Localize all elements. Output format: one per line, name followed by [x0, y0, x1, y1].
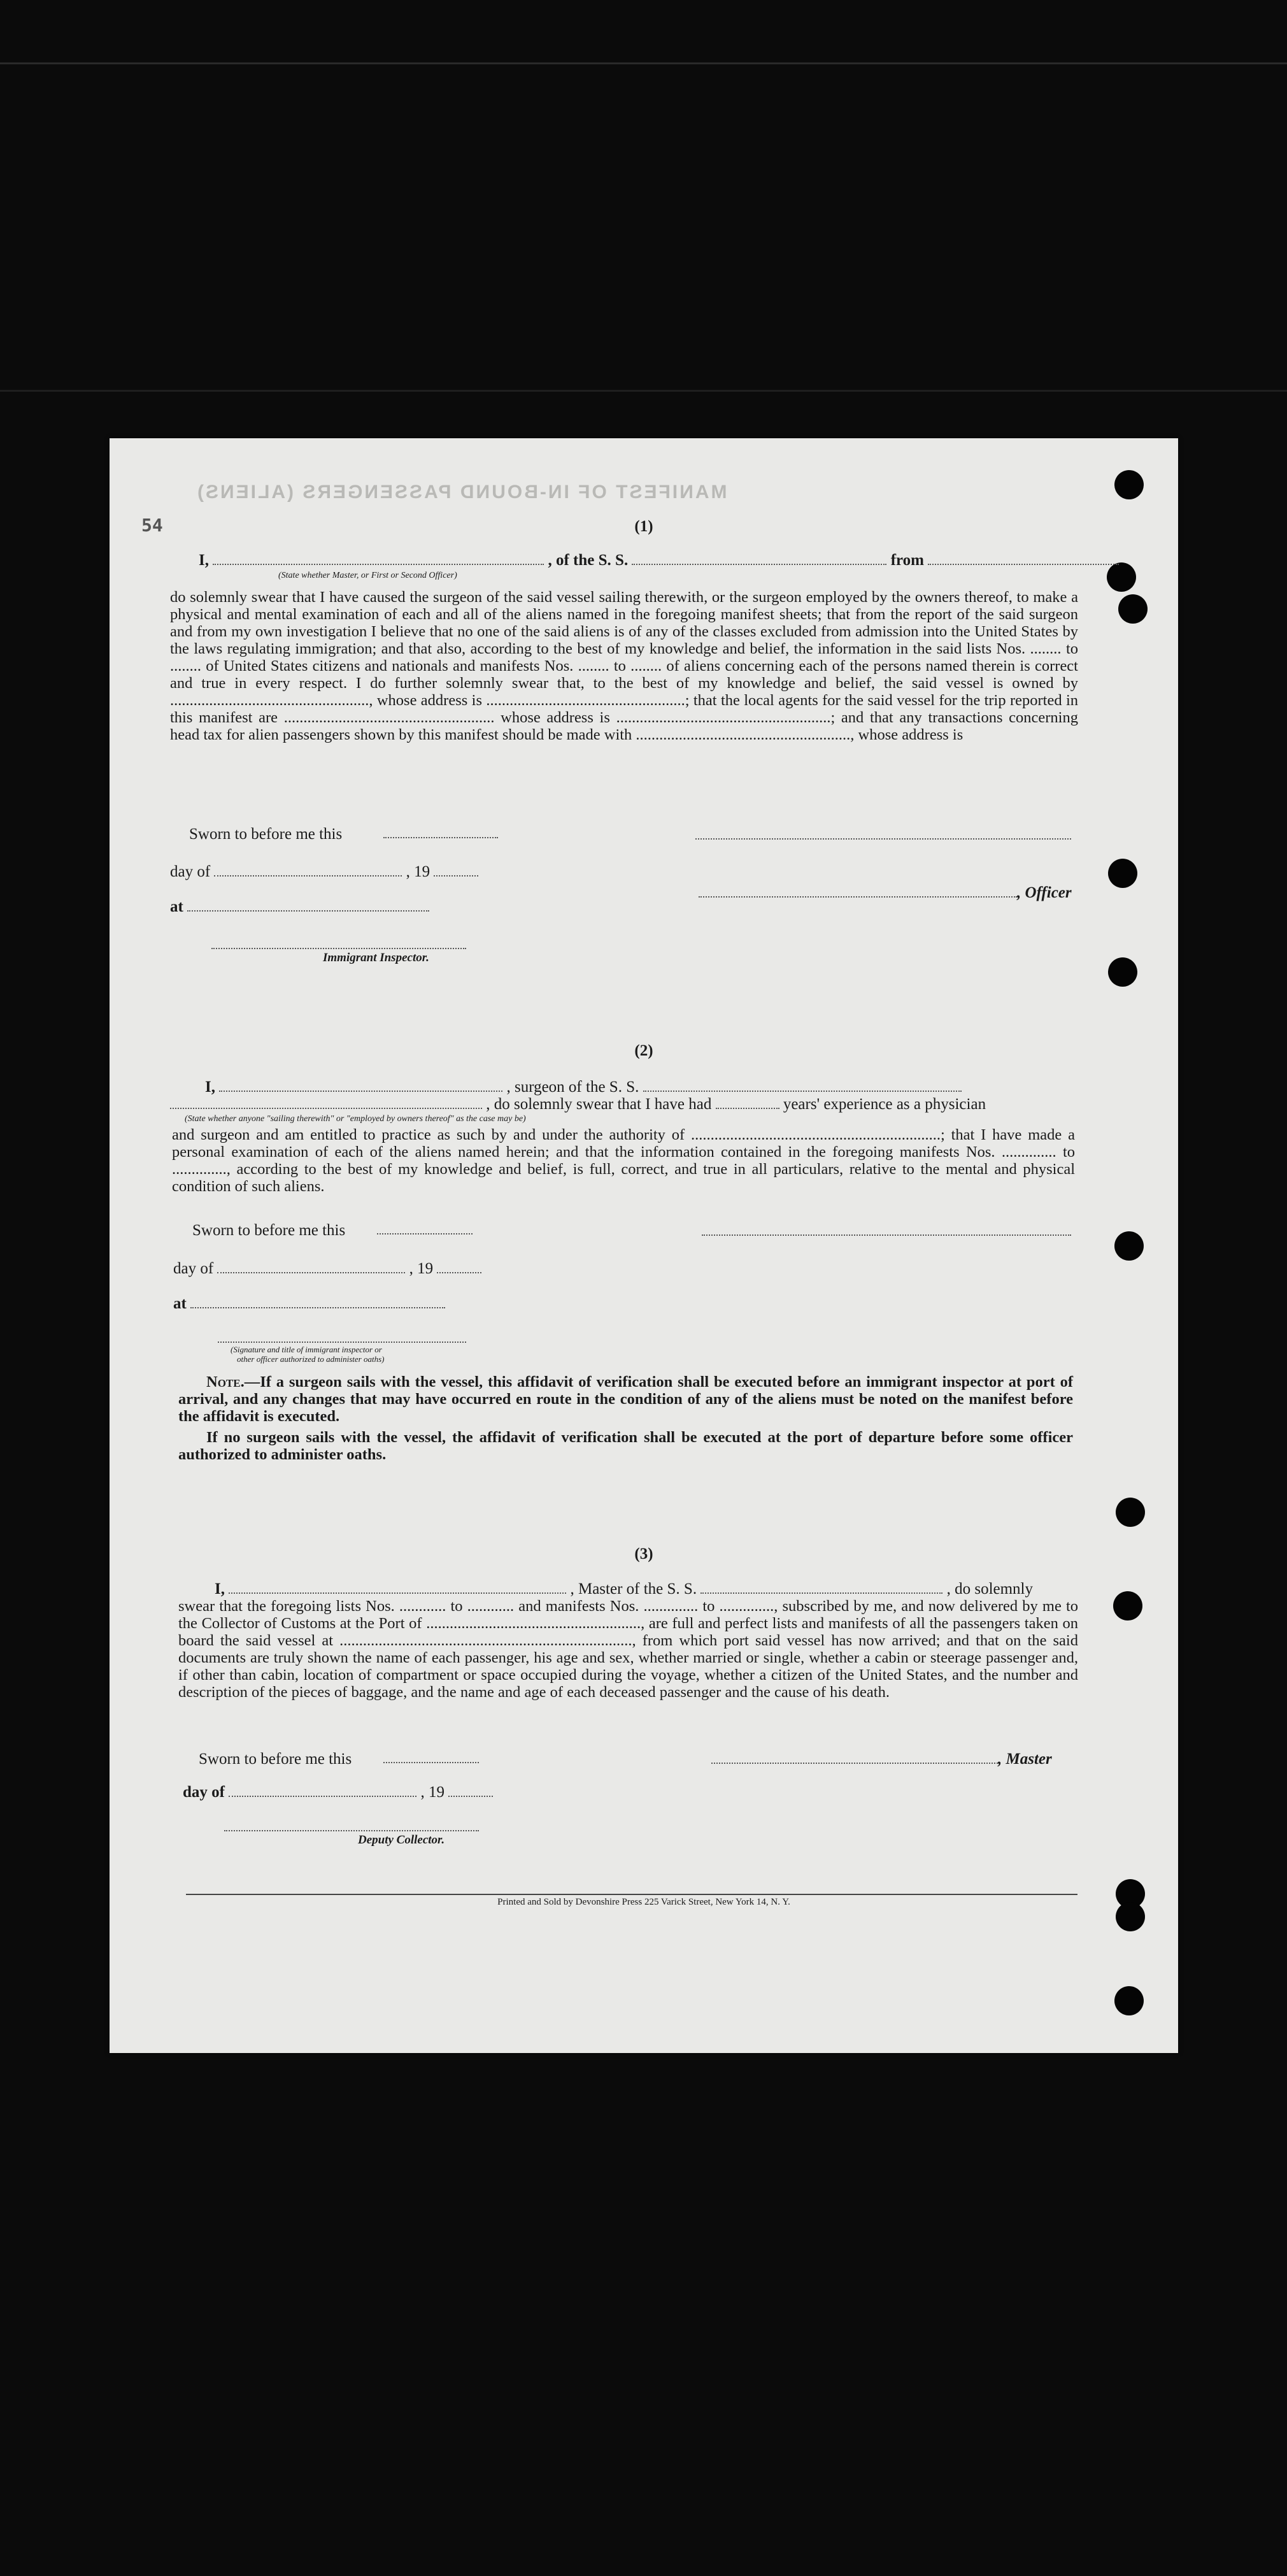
deputy-collector-label: Deputy Collector.: [358, 1833, 445, 1847]
section-1-officer-label: , Officer: [1017, 884, 1072, 901]
deputy-collector-line[interactable]: [224, 1830, 479, 1831]
section-1-body: do solemnly swear that I have caused the surgeon of the said vessel sailing therewith, or the surgeon employed by the owners thereof, to make a physical and mental examination of each and all of the aliens named in the foregoing manifest sheets; that from the report of the said surgeon and from my own investigation I believe that no one of the said aliens is of any of the classes excluded from admission into the United States by the laws regulating immigration; and that also, according to the best of my knowledge and belief, the information in the said lists Nos. ........ to ........ of United States citizens and nationals and manifests Nos. ........ to ........ of aliens concerning each of the persons named therein is correct and true in every respect. I do further solemnly swear that, to the best of my knowledge and belief, the said vessel is owned by ..................................................., whose address is ...................................................; that the local agents for the said vessel for the trip reported in this manifest are ...................................................... whose address is .......................................................; and that any transactions concerning head tax for alien passengers shown by this manifest should be made with ......................................................., whose address is: [170, 589, 1078, 743]
section-3-heading: (3): [634, 1545, 653, 1563]
section-2-note: (State whether anyone "sailing therewith" or "employed by owners thereof" as the case may be): [185, 1114, 526, 1124]
scan-border-top-2: [0, 390, 1287, 392]
section-2-day-of: [173, 1260, 481, 1278]
section-1-opening-line: [199, 552, 1119, 569]
section-2-day-field[interactable]: [217, 1261, 405, 1273]
punch-hole: [1108, 957, 1137, 987]
section-1-year: , 19: [406, 863, 430, 880]
section-3-master-of: , Master of the S. S.: [570, 1580, 697, 1598]
section-2-sig-note-2: other officer authorized to administer oaths): [237, 1354, 385, 1364]
section-2-at-label: at: [173, 1295, 187, 1312]
footer-rule: [186, 1894, 1077, 1895]
section-2-second-line: [170, 1096, 986, 1113]
section-1-i: I,: [199, 552, 209, 569]
section-3-i: I,: [215, 1580, 225, 1598]
section-3-day-of: [183, 1784, 493, 1801]
note-paragraph-1: [178, 1373, 1073, 1425]
section-1-sworn-line: [383, 837, 498, 838]
section-3-day-field[interactable]: [229, 1784, 416, 1797]
section-2-heading: (2): [634, 1042, 653, 1059]
section-3-master-label: , Master: [998, 1750, 1052, 1768]
section-3-solemnly: , do solemnly: [946, 1580, 1034, 1598]
ghost-header-title: MANIFEST OF IN-BOUND PASSENGERS (ALIENS): [196, 482, 727, 503]
section-2-body: and surgeon and am entitled to practice as such by and under the authority of ................................................................; that I have made a personal examination of each of the aliens named herein; and that the information contained in the foregoing manifests Nos. .............. to .............., according to the best of my knowledge and belief, is full, correct, and true in all particulars, relative to the mental and physical condition of such aliens.: [172, 1126, 1075, 1195]
note-label: Note.: [206, 1373, 245, 1391]
section-3-master: [711, 1750, 1052, 1768]
section-3-body: swear that the foregoing lists Nos. ............ to ............ and manifests Nos. .............. to .............., subscribed by me, and now delivered by me to the Collector of Customs at the Port of ......................................................., are full and perfect lists and manifests of all the passengers taken on board the said vessel at ..........................................................................., from which port said vessel has now arrived; and that on the said documents are truly shown the name of each passenger, his age and sex, whether married or single, whether a cabin or steerage passenger and, if other than cabin, location of compartment or space occupied during the voyage, whether a citizen of the United States, and the number and description of the pieces of baggage, and the name and age of each deceased passenger and the cause of his death.: [178, 1598, 1078, 1701]
note-paragraph-2: If no surgeon sails with the vessel, the affidavit of verification shall be executed at the port of departure before some officer authorized to administer oaths.: [178, 1429, 1073, 1463]
years-experience-field[interactable]: [716, 1096, 779, 1109]
punch-hole: [1114, 1231, 1144, 1261]
section-1-at-label: at: [170, 898, 183, 915]
section-1-from: from: [890, 552, 924, 569]
section-1-day-label: day of: [170, 863, 211, 880]
section-1-sworn: Sworn to before me this: [189, 826, 343, 843]
section-2-year-field[interactable]: [437, 1261, 481, 1273]
section-2-sworn-line: [377, 1233, 473, 1234]
section-2-years: years' experience as a physician: [783, 1096, 986, 1113]
section-3-opening-line: [215, 1580, 1033, 1598]
punch-hole: [1116, 1498, 1145, 1527]
section-1-day-field[interactable]: [214, 864, 402, 877]
punch-hole: [1114, 1986, 1144, 2015]
master-signature-field[interactable]: [711, 1751, 998, 1764]
section-3-year-field[interactable]: [448, 1784, 493, 1797]
section-1-year-field[interactable]: [434, 864, 478, 877]
section-2-opening-line: [205, 1078, 962, 1096]
punch-hole: [1118, 594, 1148, 624]
note-text-1: —If a surgeon sails with the vessel, this affidavit of verification shall be executed before an immigrant inspector at port of arrival, and any changes that may have occurred en route in the condition of any of the aliens must be noted on the manifest before the affidavit is executed.: [178, 1373, 1073, 1425]
section-2-sig-note-1: (Signature and title of immigrant inspector or: [231, 1345, 382, 1354]
section-2-vessel-field[interactable]: [643, 1079, 962, 1092]
section-3-sworn: Sworn to before me this: [199, 1750, 352, 1768]
section-2-i: I,: [205, 1078, 215, 1096]
section-2-sworn: Sworn to before me this: [192, 1222, 346, 1239]
section-2-surgeon-of: , surgeon of the S. S.: [506, 1078, 639, 1096]
master-name-field[interactable]: [213, 552, 544, 565]
section-1-at: [170, 898, 429, 916]
immigrant-inspector-line[interactable]: [211, 948, 466, 949]
section-2-at: [173, 1295, 445, 1313]
section-2-at-field[interactable]: [190, 1296, 445, 1308]
punch-hole: [1113, 1591, 1142, 1621]
section-1-at-field[interactable]: [187, 899, 429, 912]
section-1-officer: [699, 884, 1072, 902]
printer-footer: Printed and Sold by Devonshire Press 225 Varick Street, New York 14, N. Y.: [497, 1897, 790, 1907]
vessel-name-field[interactable]: [632, 552, 886, 565]
section-3-day-label: day of: [183, 1784, 225, 1801]
section-1-of-ss: , of the S. S.: [548, 552, 629, 569]
officer-title-field[interactable]: [699, 885, 1017, 898]
section-2-inspector-line[interactable]: [218, 1342, 466, 1343]
section-1-note: (State whether Master, or First or Second Officer): [278, 571, 457, 580]
punch-hole: [1108, 859, 1137, 888]
section-3-master-field[interactable]: [229, 1581, 566, 1594]
section-1-day-of: [170, 863, 478, 881]
section-2-signature-line[interactable]: [702, 1234, 1071, 1236]
punch-hole: [1114, 470, 1144, 499]
section-2-swear: , do solemnly swear that I have had: [486, 1096, 712, 1113]
section-3-sworn-line: [383, 1762, 479, 1763]
scan-border-top: [0, 62, 1287, 64]
section-2-year: , 19: [409, 1260, 434, 1277]
section-2-day-label: day of: [173, 1260, 214, 1277]
section-1-heading: (1): [634, 518, 653, 535]
immigrant-inspector-label: Immigrant Inspector.: [323, 951, 429, 964]
surgeon-capacity-field[interactable]: [170, 1096, 482, 1109]
section-3-vessel-field[interactable]: [700, 1581, 942, 1594]
section-3-year: , 19: [420, 1784, 444, 1801]
from-port-field[interactable]: [928, 552, 1119, 565]
surgeon-name-field[interactable]: [219, 1079, 502, 1092]
manifest-page: [110, 438, 1178, 2053]
ghost-page-number: 54: [141, 515, 163, 536]
officer-signature-line[interactable]: [695, 838, 1071, 840]
